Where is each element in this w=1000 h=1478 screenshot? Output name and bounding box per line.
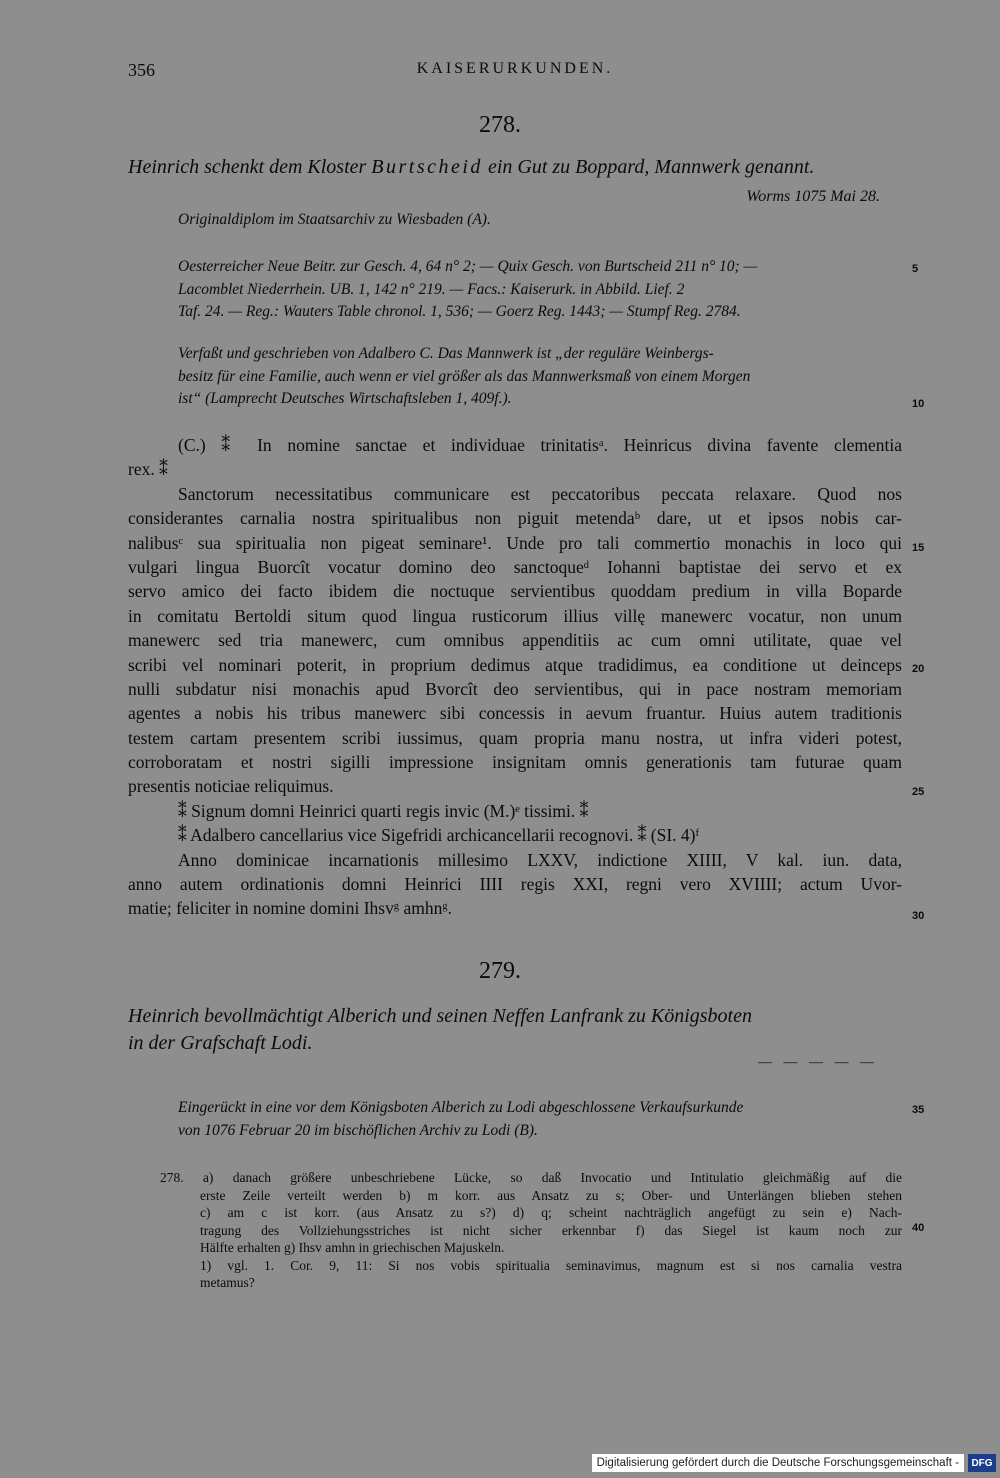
note-line: ist“ (Lamprecht Deutsches Wirtschaftsleben 1, 409f.). — [178, 390, 512, 407]
dating-line: anno autem ordinationis domni Heinrici IIII regis XXI, regni vero XVIIII; actum Uvor- — [128, 874, 902, 895]
signum-line: ⁑ Signum domni Heinrici quarti regis invic (M.)ᵉ tissimi. ⁑ — [178, 800, 589, 821]
invocation-line: (C.) ⁑ In nomine sanctae et individuae trinitatisᵃ. Heinricus divina favente clementia — [178, 435, 902, 455]
source-line: von 1076 Februar 20 im bischöflichen Archiv zu Lodi (B). — [178, 1121, 538, 1139]
line-number: 40 — [912, 1222, 925, 1234]
charter-number-278: 278. — [479, 112, 521, 138]
note-278 — [178, 343, 902, 411]
title-line: in der Grafschaft Lodi. — [128, 1032, 313, 1054]
text-line: Sanctorum necessitatibus communicare est peccatoribus peccata relaxare. Quod nos — [178, 483, 902, 504]
running-head: KAISERURKUNDEN. — [416, 60, 614, 77]
text-line: vulgari lingua Buorcît vocatur domino deo sanctoqueᵈ Iohanni baptistae dei servo et ex — [128, 556, 902, 577]
dfg-logo-icon: DFG — [968, 1454, 996, 1472]
text-line: servo amico dei facto ibidem die noctuque servientibus quoddam predium in villa Boparde — [128, 581, 902, 602]
title-part: ein Gut zu Boppard, Mannwerk genannt. — [482, 156, 815, 178]
dateline-placeholder: — — — — — — [758, 1055, 878, 1070]
text-line: scribi vel nominari poterit, in proprium dedimus atque tradidimus, ea conditione ut deinceps — [128, 654, 902, 675]
footnote-line: metamus? — [200, 1275, 255, 1290]
footnote-line: tragung des Vollziehungsstriches ist nicht sicher erkennbar f) das Siegel ist kaum noch zur — [200, 1222, 902, 1238]
footnote-line: 278. a) danach größere unbeschriebene Lücke, so daß Invocatio und Intitulatio gleichmäßig auf die — [160, 1170, 902, 1185]
source-line: Eingerückt in eine vor dem Königsboten Alberich zu Lodi abgeschlossene Verkaufsurkunde — [178, 1099, 744, 1116]
note-line: besitz für eine Familie, auch wenn er viel größer als das Mannwerksmaß von einem Morgen — [178, 367, 751, 385]
funding-footer — [592, 1452, 996, 1474]
footnote-line: Hälfte erhalten g) Ihsv amhn in griechischen Majuskeln. — [200, 1240, 505, 1255]
line-number: 30 — [912, 910, 925, 922]
text-line: nulli subdatur nisi monachis apud Bvorcît deo servientibus, qui in pace nostram memoriam — [128, 678, 902, 699]
text-line: testem cartam presentem scribi iussimus, quam propria manu nostra, ut infra videri potest, — [128, 727, 902, 748]
literature-278 — [178, 256, 902, 324]
footnotes — [160, 1169, 902, 1292]
charter-number-279: 279. — [479, 958, 521, 984]
footnote-line: c) am c ist korr. (aus Ansatz zu s?) d) q; scheint nachträglich angefügt zu sein e) Nach- — [200, 1205, 902, 1220]
text-line: considerantes carnalia nostra spiritualibus non piguit metendaᵇ dare, ut et ipsos nobis car- — [128, 508, 902, 529]
dateline-278: Worms 1075 Mai 28. — [746, 188, 880, 205]
literature-line: Taf. 24. — Reg.: Wauters Table chronol. 1, 536; — Goerz Reg. 1443; — Stumpf Reg. 2784. — [178, 303, 741, 320]
title-place: Burtscheid — [371, 156, 483, 178]
line-number: 15 — [912, 542, 925, 554]
title-line: Heinrich bevollmächtigt Alberich und seinen Neffen Lanfrank zu Königsboten — [128, 1005, 752, 1027]
charter-title-278 — [128, 154, 908, 181]
source-279 — [178, 1097, 902, 1142]
literature-line: Oesterreicher Neue Beitr. zur Gesch. 4, 64 n° 2; — Quix Gesch. von Burtscheid 211 n° 10; — — [178, 258, 758, 275]
charter-title-279 — [128, 1003, 904, 1057]
line-number: 20 — [912, 663, 925, 675]
title-part: Heinrich schenkt dem Kloster — [128, 156, 372, 178]
line-number: 35 — [912, 1104, 925, 1116]
footnote-line: erste Zeile verteilt werden b) m korr. aus Ansatz zu s; Ober- und Unterlängen blieben stehen — [200, 1187, 902, 1203]
footnote-line: 1) vgl. 1. Cor. 9, 11: Si nos vobis spiritualia seminavimus, magnum est si nos carnalia vestra — [200, 1257, 902, 1273]
text-line: manewerc sed tria manewerc, cum omnibus appenditiis ac cum omni utilitate, quae vel — [128, 630, 902, 651]
text-line: nalibusᶜ sua spiritualia non pigeat seminare¹. Unde pro tali commertio monachis in loco qui — [128, 532, 902, 553]
line-number: 25 — [912, 786, 925, 798]
line-number: 5 — [912, 263, 919, 275]
page-header — [128, 60, 902, 84]
line-number: 10 — [912, 398, 925, 410]
text-line: agentes a nobis his tribus manewerc sibi concessis in aevum fruantur. Huius autem traditionis — [128, 703, 902, 724]
source-278: Originaldiplom im Staatsarchiv zu Wiesbaden (A). — [178, 211, 491, 228]
charter-body-278 — [128, 433, 902, 921]
page-number: 356 — [128, 60, 155, 80]
invocation-line: rex. ⁑ — [128, 459, 168, 480]
text-line: presentis noticiae reliquimus. — [128, 776, 334, 797]
text-line: corroboratam et nostri sigilli impressione insignitam omnis generationis tam futurae quam — [128, 752, 902, 773]
recognition-line: ⁑ Adalbero cancellarius vice Sigefridi archicancellarii recognovi. ⁑ (SI. 4)ᶠ — [178, 825, 700, 846]
text-line: in comitatu Bertoldi situm quod lingua rusticorum illius villę manewerc vocatur, non unum — [128, 605, 902, 626]
note-line: Verfaßt und geschrieben von Adalbero C. Das Mannwerk ist „der reguläre Weinbergs- — [178, 345, 714, 362]
dating-line: matie; feliciter in nomine domini Ihsvᵍ amhnᵍ. — [128, 898, 452, 919]
funding-text: Digitalisierung gefördert durch die Deutsche Forschungsgemeinschaft - — [592, 1454, 964, 1472]
literature-line: Lacomblet Niederrhein. UB. 1, 142 n° 219. — Facs.: Kaiserurk. in Abbild. Lief. 2 — [178, 280, 685, 298]
dating-line: Anno dominicae incarnationis millesimo LXXV, indictione XIIII, V kal. iun. data, — [178, 849, 902, 870]
